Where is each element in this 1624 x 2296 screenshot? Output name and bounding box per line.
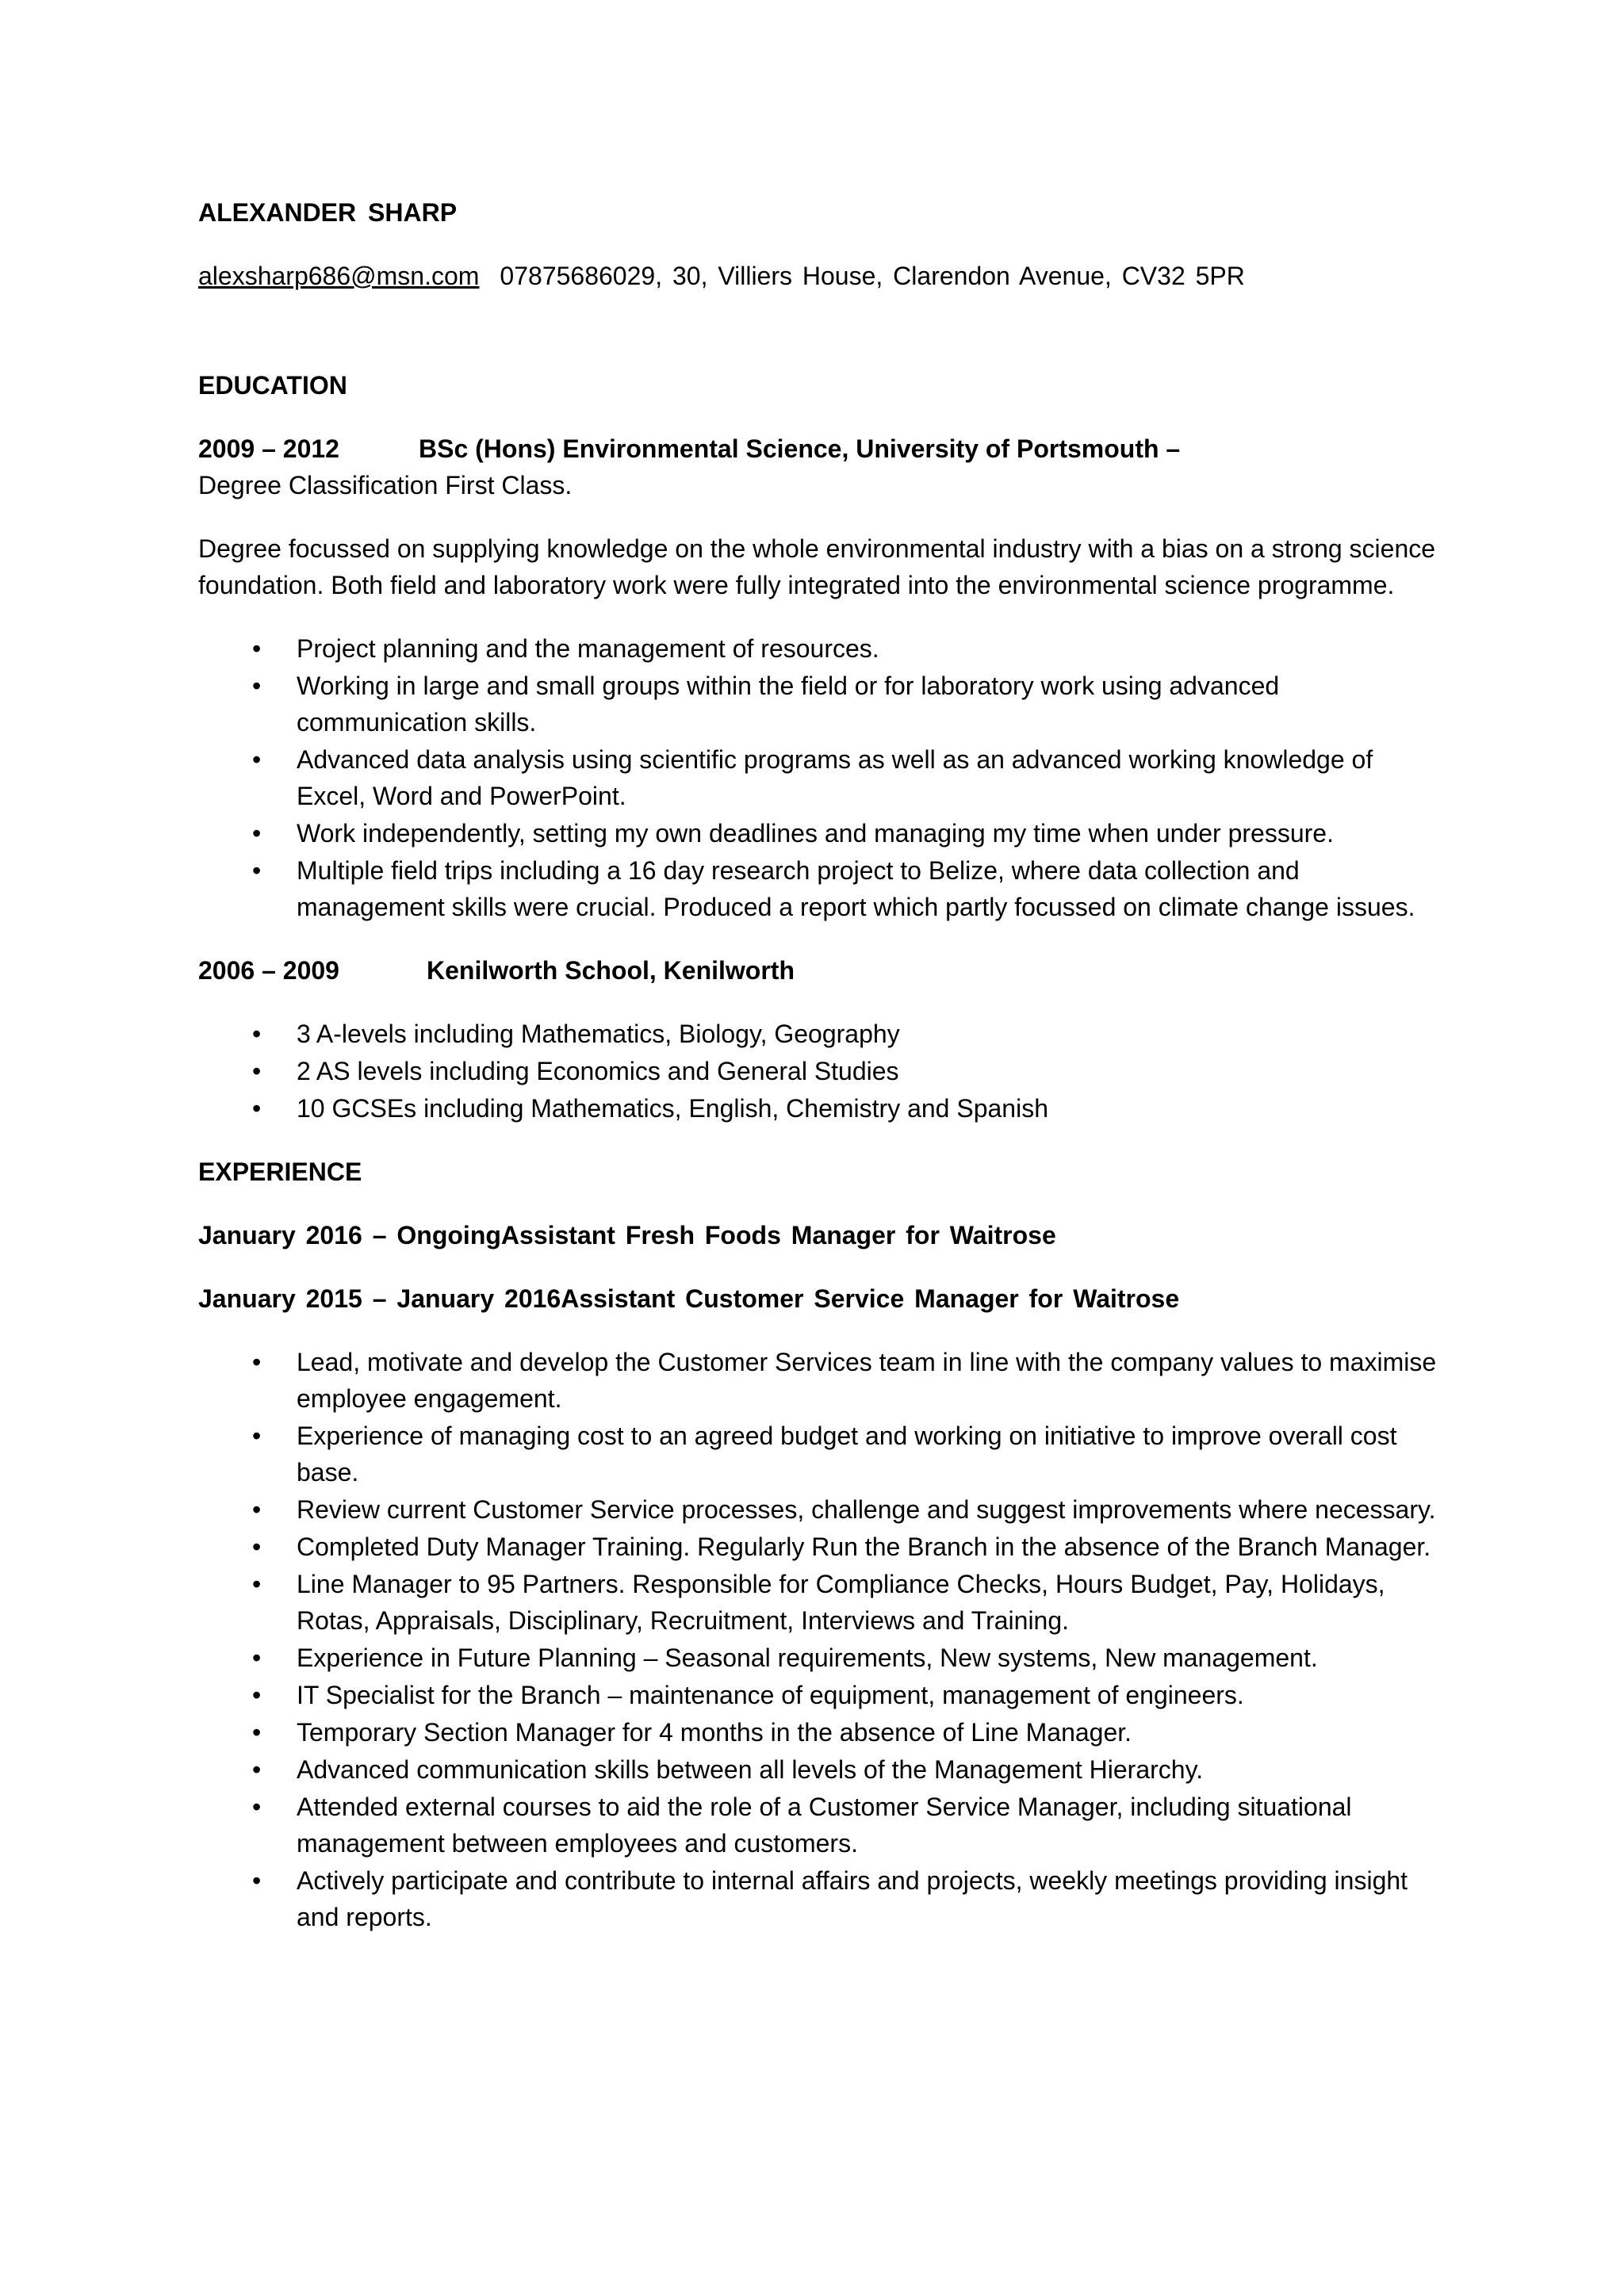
bullet-icon: • [252, 1793, 262, 1821]
list-item: • Multiple field trips including a 16 day research project to Belize, where data collection and management skills were crucial. Produced a report which partly focussed on climate change issues. [198, 852, 1443, 925]
bullet-icon: • [252, 1755, 262, 1784]
school-entry-header [198, 952, 1443, 989]
school-title: Kenilworth School, Kenilworth [427, 956, 795, 985]
experience-bullet-list [198, 1344, 1443, 1935]
list-item: • 10 GCSEs including Mathematics, English, Chemistry and Spanish [198, 1090, 1443, 1127]
education-heading: EDUCATION [198, 371, 347, 400]
bullet-icon: • [252, 1020, 262, 1048]
list-item: • IT Specialist for the Branch – maintenance of equipment, management of engineers. [198, 1677, 1443, 1713]
bullet-icon: • [252, 1644, 262, 1672]
list-item: • Advanced communication skills between all levels of the Management Hierarchy. [198, 1751, 1443, 1788]
school-dates: 2006 – 2009 [198, 956, 339, 985]
list-item: • 2 AS levels including Economics and General Studies [198, 1053, 1443, 1089]
list-item: • Review current Customer Service processes, challenge and suggest improvements where necessary. [198, 1491, 1443, 1528]
university-bullet-list [198, 630, 1443, 925]
email-link[interactable]: alexsharp686@msn.com [198, 262, 480, 290]
list-item: • Attended external courses to aid the role of a Customer Service Manager, including situational management between employees and customers. [198, 1789, 1443, 1862]
list-item: • Project planning and the management of resources. [198, 630, 1443, 667]
contact-line [198, 258, 1443, 294]
university-title: BSc (Hons) Environmental Science, University of Portsmouth – [419, 434, 1181, 463]
candidate-name: ALEXANDER SHARP [198, 198, 458, 227]
bullet-icon: • [252, 1348, 262, 1376]
contact-details: 07875686029, 30, Villiers House, Clarendon Avenue, CV32 5PR [500, 262, 1245, 290]
school-bullet-list [198, 1016, 1443, 1127]
job-entry-header [198, 1217, 1443, 1253]
bullet-icon: • [252, 819, 262, 848]
list-item: • 3 A-levels including Mathematics, Biology, Geography [198, 1016, 1443, 1052]
experience-heading: EXPERIENCE [198, 1158, 362, 1186]
job-entry-header [198, 1280, 1443, 1317]
job-title: Assistant Customer Service Manager for Waitrose [561, 1284, 1180, 1313]
list-item: • Work independently, setting my own deadlines and managing my time when under pressure. [198, 815, 1443, 851]
list-item: • Actively participate and contribute to internal affairs and projects, weekly meetings providing insight and reports. [198, 1862, 1443, 1935]
list-item: • Working in large and small groups within the field or for laboratory work using advanced communication skills. [198, 668, 1443, 740]
list-item: • Experience of managing cost to an agreed budget and working on initiative to improve overall cost base. [198, 1418, 1443, 1490]
bullet-icon: • [252, 1495, 262, 1524]
bullet-icon: • [252, 856, 262, 885]
list-item: • Lead, motivate and develop the Customer Services team in line with the company values to maximise employee engagement. [198, 1344, 1443, 1417]
university-dates: 2009 – 2012 [198, 434, 339, 463]
bullet-icon: • [252, 1422, 262, 1450]
cv-document [198, 194, 1443, 1936]
university-entry-header [198, 430, 1443, 467]
job-dates: January 2016 – Ongoing [198, 1221, 501, 1249]
bullet-icon: • [252, 1570, 262, 1598]
list-item: • Temporary Section Manager for 4 months in the absence of Line Manager. [198, 1714, 1443, 1751]
bullet-icon: • [252, 1057, 262, 1085]
bullet-icon: • [252, 672, 262, 700]
list-item: • Completed Duty Manager Training. Regularly Run the Branch in the absence of the Branch Manager. [198, 1529, 1443, 1565]
list-item: • Line Manager to 95 Partners. Responsible for Compliance Checks, Hours Budget, Pay, Holidays, Rotas, Appraisals, Disciplinary, Recruitment, Interviews and Training. [198, 1566, 1443, 1639]
bullet-icon: • [252, 1718, 262, 1747]
bullet-icon: • [252, 1533, 262, 1561]
bullet-icon: • [252, 1094, 262, 1123]
list-item: • Experience in Future Planning – Seasonal requirements, New systems, New management. [198, 1640, 1443, 1676]
bullet-icon: • [252, 634, 262, 663]
bullet-icon: • [252, 745, 262, 774]
bullet-icon: • [252, 1681, 262, 1709]
job-title: Assistant Fresh Foods Manager for Waitrose [500, 1221, 1056, 1249]
bullet-icon: • [252, 1866, 262, 1895]
job-dates: January 2015 – January 2016 [198, 1284, 561, 1313]
list-item: • Advanced data analysis using scientific programs as well as an advanced working knowledge of Excel, Word and PowerPoint. [198, 741, 1443, 814]
degree-description: Degree focussed on supplying knowledge on the whole environmental industry with a bias on a strong science foundation. Both field and laboratory work were fully integrated into the environmental science programme. [198, 534, 1436, 599]
degree-classification: Degree Classification First Class. [198, 471, 573, 499]
